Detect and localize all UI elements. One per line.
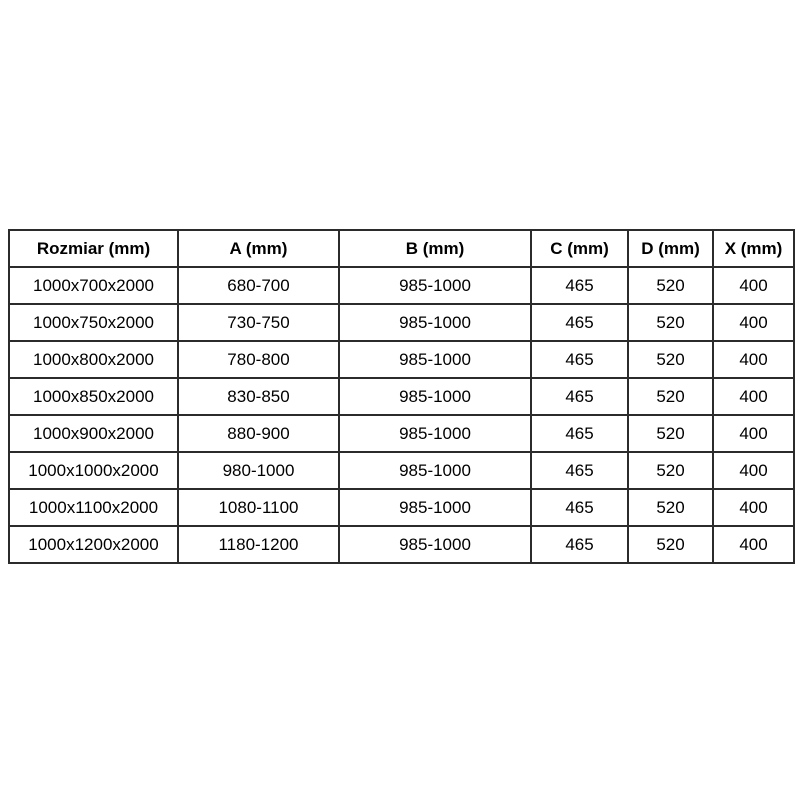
table-cell: 520 (628, 378, 713, 415)
table-cell: 1000x800x2000 (9, 341, 178, 378)
table-cell: 400 (713, 415, 794, 452)
table-body (9, 267, 794, 563)
table-cell: 1000x1200x2000 (9, 526, 178, 563)
table-cell: 1000x700x2000 (9, 267, 178, 304)
table-cell: 520 (628, 267, 713, 304)
table-cell: 520 (628, 526, 713, 563)
table-cell: 400 (713, 489, 794, 526)
table-cell: 400 (713, 378, 794, 415)
table-cell: 400 (713, 341, 794, 378)
table-cell: 985-1000 (339, 267, 531, 304)
table-cell: 520 (628, 452, 713, 489)
column-header: B (mm) (339, 230, 531, 267)
table-cell: 1180-1200 (178, 526, 339, 563)
table-cell: 1000x1100x2000 (9, 489, 178, 526)
table-cell: 985-1000 (339, 452, 531, 489)
table-cell: 1080-1100 (178, 489, 339, 526)
table-row (9, 267, 794, 304)
table-cell: 830-850 (178, 378, 339, 415)
table-cell: 1000x850x2000 (9, 378, 178, 415)
table-row (9, 378, 794, 415)
table-cell: 780-800 (178, 341, 339, 378)
table-cell: 465 (531, 415, 628, 452)
column-header: D (mm) (628, 230, 713, 267)
table-row (9, 304, 794, 341)
table-cell: 985-1000 (339, 304, 531, 341)
table-row (9, 341, 794, 378)
dimensions-table (8, 229, 795, 564)
table-cell: 400 (713, 304, 794, 341)
table-cell: 985-1000 (339, 415, 531, 452)
table-cell: 400 (713, 526, 794, 563)
table-cell: 465 (531, 267, 628, 304)
table-cell: 465 (531, 341, 628, 378)
table-cell: 985-1000 (339, 341, 531, 378)
table-cell: 520 (628, 341, 713, 378)
table-cell: 1000x900x2000 (9, 415, 178, 452)
table-header-row (9, 230, 794, 267)
column-header: A (mm) (178, 230, 339, 267)
column-header: Rozmiar (mm) (9, 230, 178, 267)
table-cell: 465 (531, 452, 628, 489)
table-cell: 985-1000 (339, 378, 531, 415)
column-header: X (mm) (713, 230, 794, 267)
table-cell: 465 (531, 304, 628, 341)
table-row (9, 452, 794, 489)
dimensions-table-container (8, 229, 794, 564)
table-cell: 465 (531, 489, 628, 526)
table-cell: 520 (628, 415, 713, 452)
table-row (9, 415, 794, 452)
table-cell: 880-900 (178, 415, 339, 452)
table-cell: 1000x1000x2000 (9, 452, 178, 489)
table-row (9, 489, 794, 526)
table-cell: 985-1000 (339, 489, 531, 526)
column-header: C (mm) (531, 230, 628, 267)
table-cell: 400 (713, 267, 794, 304)
table-cell: 680-700 (178, 267, 339, 304)
table-cell: 730-750 (178, 304, 339, 341)
table-cell: 400 (713, 452, 794, 489)
table-cell: 465 (531, 526, 628, 563)
table-cell: 980-1000 (178, 452, 339, 489)
table-cell: 520 (628, 304, 713, 341)
table-cell: 465 (531, 378, 628, 415)
table-row (9, 526, 794, 563)
table-cell: 985-1000 (339, 526, 531, 563)
table-cell: 520 (628, 489, 713, 526)
table-cell: 1000x750x2000 (9, 304, 178, 341)
